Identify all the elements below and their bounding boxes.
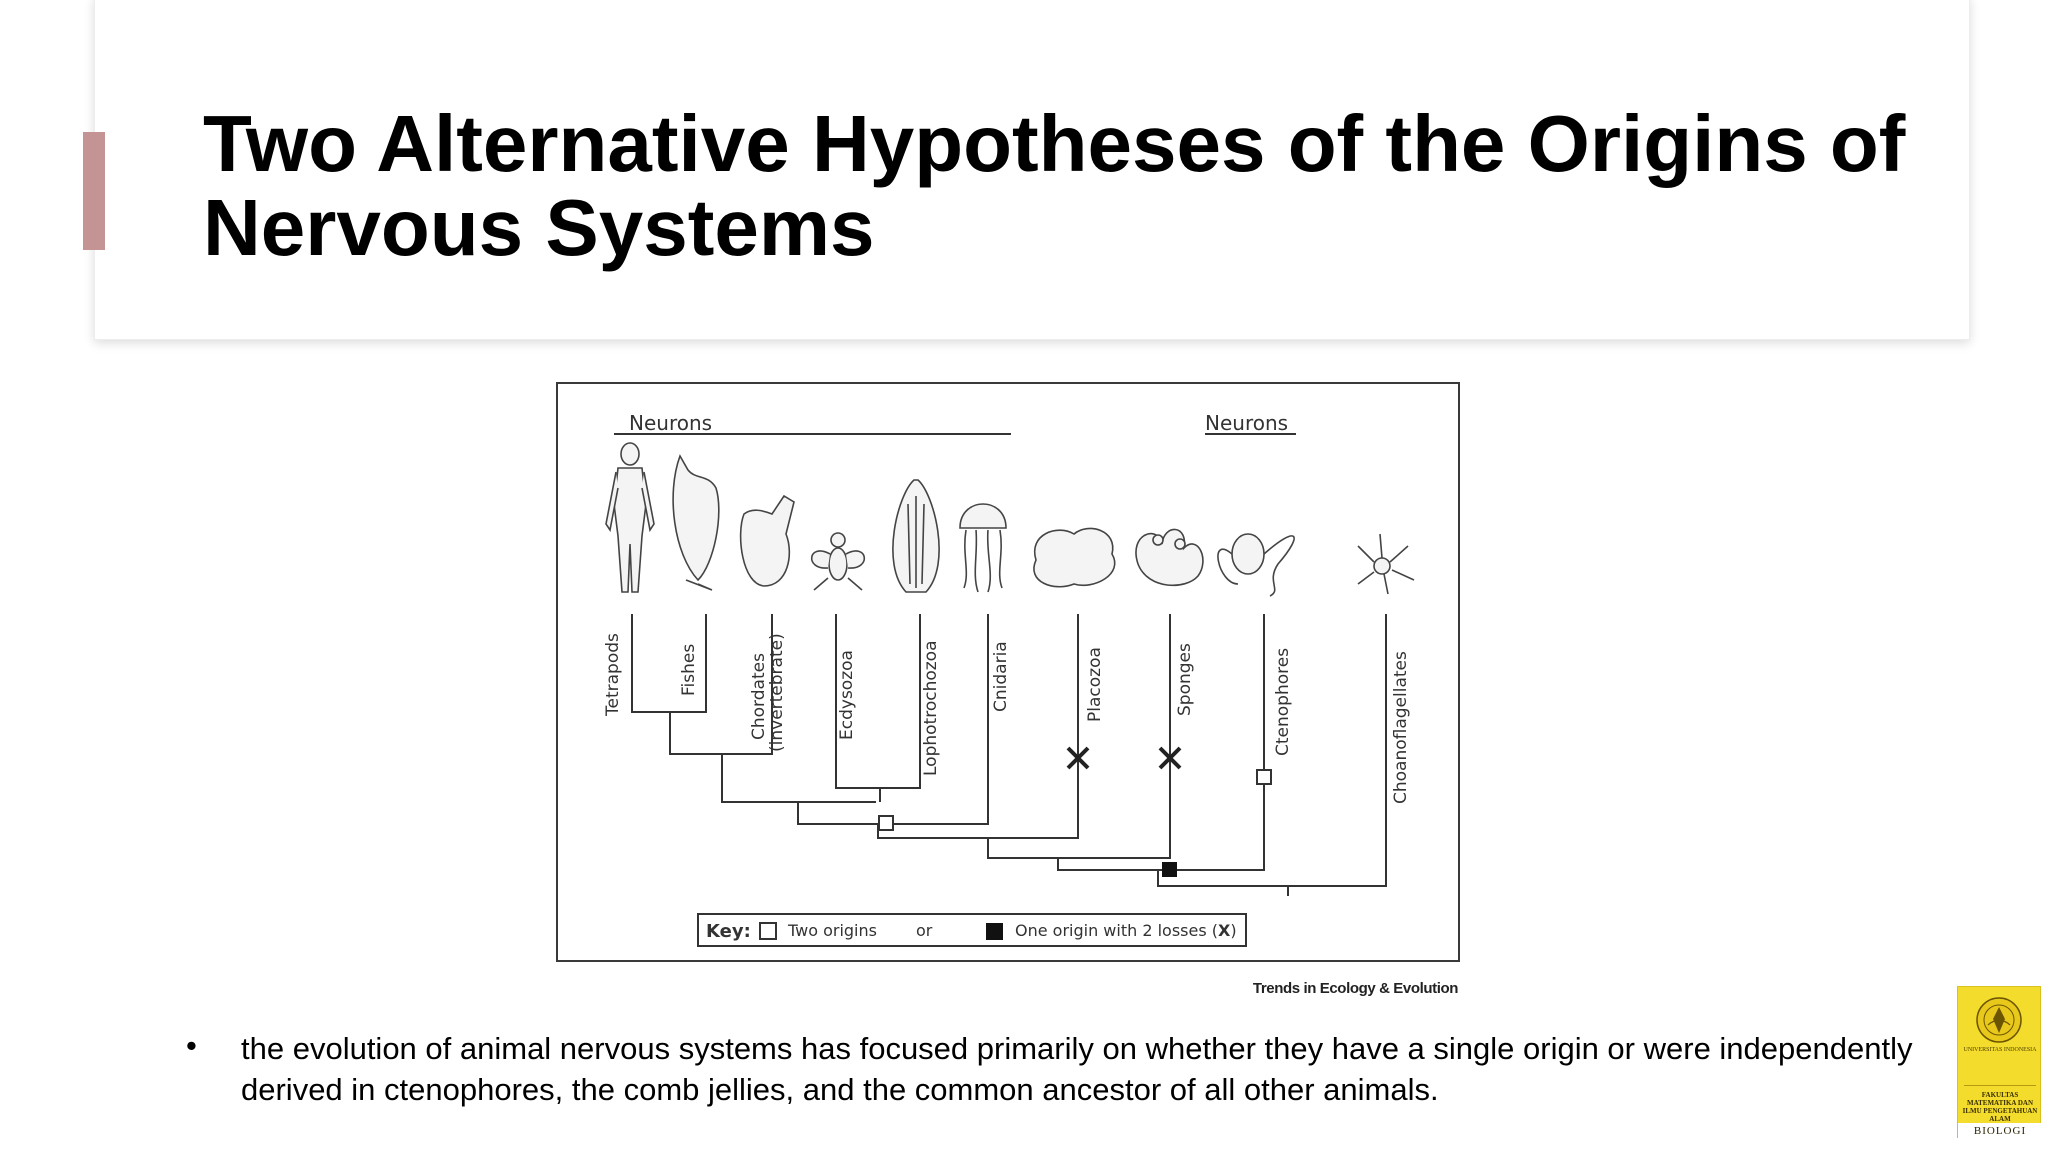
branch-eumetazoa-placozoa — [878, 614, 1078, 838]
taxon-labels — [603, 633, 1411, 804]
taxon-label-cnidaria: Cnidaria — [991, 641, 1011, 712]
lophotrochozoa-illustration — [893, 480, 939, 592]
slide-title: Two Alternative Hypotheses of the Origins of Nervous Systems — [203, 99, 1906, 272]
fish-illustration — [673, 456, 719, 590]
jellyfish-illustration — [960, 504, 1006, 592]
one-origin-marker — [1162, 862, 1177, 877]
taxon-label-choanoflagellates: Choanoflagellates — [1391, 651, 1411, 804]
organism-illustrations — [606, 443, 1414, 596]
taxon-label-placozoa: Placozoa — [1085, 647, 1105, 722]
logo-department-text: BIOLOGI — [1958, 1123, 2042, 1139]
key-label: Key: — [706, 921, 751, 942]
neurons-left-label: Neurons — [629, 411, 713, 435]
taxon-label-lophotrochozoa: Lophotrochozoa — [921, 640, 941, 776]
ctenophore-illustration — [1218, 534, 1294, 596]
key-one-origin-group — [1015, 921, 1237, 940]
neurons-right-label: Neurons — [1205, 411, 1289, 435]
fly-illustration — [812, 533, 865, 590]
makara-seal-icon — [1974, 995, 2024, 1045]
taxon-label-ctenophores: Ctenophores — [1273, 647, 1293, 756]
key-one-origin-text: One origin with 2 losses ( — [1015, 921, 1219, 940]
university-logo — [1957, 986, 2041, 1138]
figure-key — [698, 914, 1246, 946]
invertebrate-chordate-illustration — [741, 496, 794, 586]
bullet-marker: • — [186, 1028, 197, 1063]
phylogeny-figure — [556, 382, 1460, 962]
two-origins-marker-ctenophores — [1257, 770, 1271, 784]
branch-chordates-node — [722, 754, 876, 802]
sponge-illustration — [1136, 529, 1203, 585]
taxon-label-chordates-invertebrate: (invertebrate) — [767, 633, 787, 752]
figure-credit: Trends in Ecology & Evolution — [1252, 980, 1458, 997]
logo-university-text: UNIVERSITAS INDONESIA — [1963, 1047, 2037, 1053]
choanoflagellate-illustration — [1358, 534, 1414, 594]
key-one-origin-swatch — [986, 923, 1003, 940]
key-loss-mark-text: X — [1218, 921, 1231, 940]
logo-faculty-text: FAKULTAS MATEMATIKA DAN ILMU PENGETAHUAN ALAM — [1962, 1091, 2038, 1123]
title-accent-bar — [83, 132, 105, 250]
taxon-label-chordates: Chordates — [749, 653, 769, 740]
bullet-text: the evolution of animal nervous systems has focused primarily on whether they have a single origin or were independently derived in ctenophores, the comb jellies, and the common ancestor of all other animals. — [241, 1031, 1913, 1107]
taxon-label-sponges: Sponges — [1175, 643, 1195, 716]
key-close-paren: ) — [1230, 921, 1237, 940]
placozoa-illustration — [1034, 528, 1115, 586]
key-or-text: or — [916, 921, 933, 940]
tetrapod-human-illustration — [606, 443, 654, 592]
logo-divider — [1964, 1085, 2036, 1086]
two-origins-marker-bilateria — [879, 816, 893, 830]
key-two-origins-text: Two origins — [788, 921, 877, 940]
taxon-label-tetrapods: Tetrapods — [603, 633, 623, 716]
taxon-label-fishes: Fishes — [679, 643, 699, 696]
branch-bilateria-cnidaria — [798, 614, 988, 824]
phylogeny-diagram — [558, 384, 1458, 960]
key-two-origins-swatch — [760, 923, 776, 939]
loss-marks — [1068, 748, 1180, 768]
taxon-label-ecdysozoa: Ecdysozoa — [837, 650, 857, 740]
